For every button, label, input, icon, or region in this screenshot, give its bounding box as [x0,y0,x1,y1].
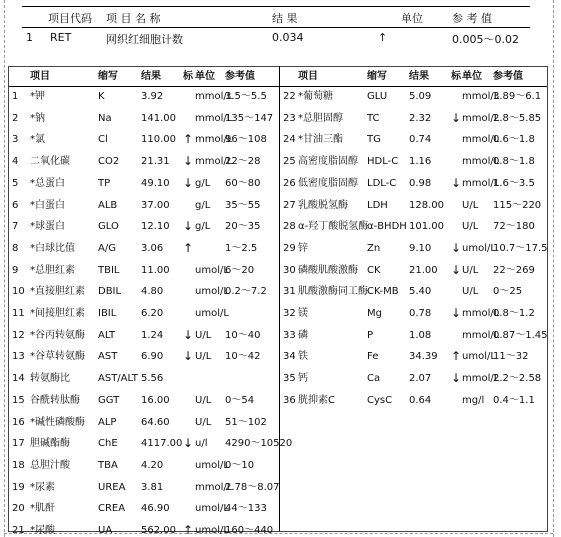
cell-flag: ↓ [183,327,194,342]
cell-result: 6.90 [141,351,164,363]
cell-name: 磷 [298,329,308,341]
cell-flag: ↑ [183,240,194,255]
cell-result: 37.00 [141,199,170,211]
cell-unit: umol/L [195,308,229,319]
cell-unit: U/L [462,221,479,233]
cell-no: 32 [283,308,296,319]
cell-abbr: K [98,91,105,102]
cell-result: 4.20 [141,459,164,471]
top-header-result: 结 果 [272,12,298,25]
right-header-ref: 参考值 [493,71,523,82]
cell-name: 肌酸激酶同工酶 [298,286,368,298]
cell-name: *肌酐 [30,503,55,515]
right-header-result: 结果 [409,71,429,82]
cell-no: 11 [12,308,25,319]
cell-unit: mmol/L [462,156,500,168]
cell-ref: 0～10 [225,459,255,471]
cell-name: 转氨酶比 [30,373,70,385]
cell-result: 3.92 [141,91,164,102]
cell-unit: mmol/L [462,329,500,341]
cell-abbr: AST [98,351,118,363]
right-header-abbr: 缩写 [367,71,387,82]
cell-abbr: ChE [98,438,118,450]
cell-ref: 35～55 [225,199,261,211]
cell-result: 141.00 [141,112,176,124]
cell-ref: 96～108 [225,134,267,146]
cell-no: 21 [12,525,25,536]
cell-flag: ↓ [183,219,194,234]
cell-abbr: ALB [98,199,118,211]
cell-result: 4.80 [141,286,164,298]
cell-ref: 2.8～5.85 [493,112,542,124]
cell-name: *尿素 [30,481,55,493]
left-header-flag: 标 [183,71,193,82]
cell-unit: u/l [195,438,208,450]
cell-name: *氯 [30,134,45,146]
cell-abbr: CREA [98,503,126,515]
cell-result: 0.78 [409,308,432,319]
cell-unit: U/L [462,199,479,211]
cell-result: 12.10 [141,221,170,233]
cell-flag: ↓ [451,262,462,277]
cell-name: 胱抑素C [298,394,335,406]
cell-ref: 6～20 [225,264,255,276]
cell-abbr: ALP [98,416,117,428]
cell-unit: mmol/L [462,112,500,124]
cell-name: 总胆汁酸 [30,459,70,471]
cell-flag: ↑ [451,349,462,364]
cell-unit: umol/L [195,525,229,536]
cell-flag: ↓ [451,240,462,255]
cell-name: *总蛋白 [30,177,65,189]
cell-ref: 0.8～1.2 [493,308,535,319]
cell-flag: ↑ [183,132,194,147]
cell-no: 28 [283,221,296,233]
cell-result: 3.81 [141,481,164,493]
cell-no: 9 [12,264,19,276]
cell-abbr: Zn [367,242,381,254]
cell-unit: mmol/L [195,134,233,146]
cell-abbr: TG [367,134,381,146]
cell-abbr: LDL-C [367,177,397,189]
right-header-unit: 单位 [462,71,482,82]
top-table-rule-mid [22,27,530,28]
cell-ref: 10.7～17.5 [493,242,548,254]
cell-ref: 0～54 [225,394,255,406]
cell-name: 锌 [298,242,308,254]
left-header-ref: 参考值 [225,71,255,82]
cell-result: 128.00 [409,199,444,211]
cell-ref: 0.8～1.8 [493,156,535,168]
cell-no: 26 [283,177,296,189]
cell-no: 8 [12,242,19,254]
cell-abbr: CysC [367,394,393,406]
cell-name: *钠 [30,112,45,124]
cell-abbr: GLU [367,91,388,102]
cell-unit: mmol/L [462,177,500,189]
cell-no: 3 [12,134,19,146]
cell-abbr: TC [367,112,380,124]
cell-no: 23 [283,112,296,124]
cell-abbr: Cl [98,134,108,146]
cell-result: 9.10 [409,242,432,254]
cell-flag: ↓ [451,175,462,190]
cell-abbr: CO2 [98,156,120,168]
cell-name: *直接胆红素 [30,286,85,298]
top-row-ref: 0.005～0.02 [452,33,519,46]
cell-unit: mmol/L [195,112,233,124]
cell-result: 16.00 [141,394,170,406]
cell-no: 18 [12,459,25,471]
cell-result: 34.39 [409,351,438,363]
cell-abbr: DBIL [98,286,122,298]
cell-result: 5.40 [409,286,432,298]
cell-unit: umol/L [195,459,229,471]
cell-ref: 11～32 [493,351,529,363]
cell-unit: umol/L [462,242,496,254]
cell-flag: ↓ [183,175,194,190]
cell-name: 铁 [298,351,308,363]
cell-ref: 1～2.5 [225,242,258,254]
cell-unit: mmol/L [195,91,233,102]
cell-name: *白蛋白 [30,199,65,211]
cell-name: 胆碱酯酶 [30,438,70,450]
cell-abbr: TBA [98,459,118,471]
cell-no: 17 [12,438,25,450]
cell-result: 1.08 [409,329,432,341]
cell-abbr: CK-MB [367,286,399,298]
cell-abbr: Fe [367,351,379,363]
cell-flag: ↓ [183,154,194,169]
cell-no: 7 [12,221,19,233]
cell-result: 4117.00 [141,438,183,450]
cell-no: 22 [283,91,296,102]
cell-no: 16 [12,416,25,428]
cell-name: 谷酰转肽酶 [30,394,80,406]
cell-abbr: IBIL [98,308,117,319]
cell-unit: mmol/L [462,134,500,146]
cell-name: *葡萄糖 [298,91,333,102]
top-row-result: 0.034 [272,31,304,44]
cell-name: *白球比值 [30,242,75,254]
cell-name: 二氧化碳 [30,156,70,168]
top-header-unit: 单位 [401,12,423,25]
cell-flag: ↓ [183,436,194,451]
cell-no: 5 [12,177,19,189]
cell-abbr: UA [98,525,113,536]
cell-no: 10 [12,286,25,298]
top-row-code: RET [50,31,72,44]
cell-abbr: HDL-C [367,156,399,168]
cell-name: 高密度脂固醇 [298,156,358,168]
cell-name: *甘油三酯 [298,134,343,146]
cell-no: 33 [283,329,296,341]
cell-result: 5.09 [409,91,432,102]
cell-ref: 2.78～8.07 [225,481,280,493]
cell-no: 1 [12,91,19,102]
cell-no: 30 [283,264,296,276]
cell-result: 11.00 [141,264,170,276]
cell-result: 21.31 [141,156,170,168]
cell-no: 13 [12,351,25,363]
cell-result: 49.10 [141,177,170,189]
cell-flag: ↓ [183,349,194,364]
cell-result: 5.56 [141,373,164,385]
cell-abbr: Ca [367,373,381,385]
cell-name: *谷丙转氨酶 [30,329,85,341]
cell-unit: mmol/L [462,91,500,102]
top-row-flag: ↑ [378,31,388,44]
cell-no: 31 [283,286,296,298]
cell-unit: mmol/L [462,308,500,319]
right-header-flag: 标 [451,71,461,82]
left-header-item: 项目 [30,71,50,82]
cell-unit: mg/l [462,394,485,406]
cell-no: 29 [283,242,296,254]
cell-name: 镁 [298,308,308,319]
cell-no: 36 [283,394,296,406]
cell-name: 磷酸肌酸激酶 [298,264,358,276]
cell-unit: U/L [462,264,479,276]
cell-no: 4 [12,156,19,168]
cell-name: 低密度脂固醇 [298,177,358,189]
cell-name: *谷草转氨酶 [30,351,85,363]
cell-abbr: Mg [367,308,382,319]
cell-unit: g/L [195,177,211,189]
cell-abbr: GLO [98,221,119,233]
cell-abbr: UREA [98,481,126,493]
cell-no: 27 [283,199,296,211]
cell-abbr: Na [98,112,112,124]
cell-ref: 60～80 [225,177,261,189]
cell-abbr: A/G [98,242,116,254]
cell-abbr: GGT [98,394,120,406]
cell-result: 0.64 [409,394,432,406]
top-row-no: 1 [26,31,33,44]
top-header-code: 项目代码 [48,12,92,25]
cell-flag: ↓ [451,306,462,320]
cell-no: 19 [12,481,25,493]
cell-result: 1.24 [141,329,164,341]
cell-name: *总胆固醇 [298,112,343,124]
cell-no: 25 [283,156,296,168]
cell-abbr: TBIL [98,264,120,276]
bottom-dashed-border [4,533,553,534]
left-header-abbr: 缩写 [98,71,118,82]
cell-result: 64.60 [141,416,170,428]
cell-ref: 44～133 [225,503,267,515]
left-header-unit: 单位 [195,71,215,82]
cell-unit: mmol/L [462,373,500,385]
cell-result: 2.07 [409,373,432,385]
cell-unit: U/L [195,416,212,428]
cell-flag: ↓ [451,110,462,125]
cell-unit: U/L [195,329,212,341]
cell-unit: mmol/L [195,156,233,168]
cell-flag: ↓ [451,371,462,386]
cell-ref: 51～102 [225,416,267,428]
cell-ref: 22～269 [493,264,535,276]
cell-result: 2.32 [409,112,432,124]
cell-name: *尿酸 [30,525,55,536]
cell-flag: ↑ [183,523,194,537]
cell-result: 0.98 [409,177,432,189]
cell-ref: 72～180 [493,221,535,233]
cell-abbr: P [367,329,374,341]
cell-result: 101.00 [409,221,444,233]
cell-result: 6.20 [141,308,164,319]
cell-unit: umol/L [195,503,229,515]
cell-ref: 20～35 [225,221,261,233]
cell-unit: g/L [195,199,211,211]
cell-no: 12 [12,329,25,341]
left-header-result: 结果 [141,71,161,82]
cell-abbr: α-BHDH [367,221,407,233]
cell-result: 110.00 [141,134,176,146]
cell-ref: 135～147 [225,112,274,124]
cell-name: 乳酸脱氢酶 [298,199,348,211]
cell-ref: 2.2～2.58 [493,373,542,385]
cell-name: α-羟丁酸脱氢酶 [298,221,369,233]
cell-unit: g/L [195,221,211,233]
cell-ref: 0.2～7.2 [225,286,267,298]
cell-ref: 115～220 [493,199,542,211]
cell-abbr: ALT [98,329,116,341]
cell-result: 1.16 [409,156,432,168]
cell-abbr: LDH [367,199,388,211]
cell-name: *钾 [30,91,45,102]
main-table-header-rule [9,86,547,87]
cell-abbr: TP [98,177,111,189]
cell-no: 14 [12,373,25,385]
cell-abbr: AST/ALT [98,373,138,385]
cell-ref: 0.6～1.8 [493,134,535,146]
cell-result: 21.00 [409,264,438,276]
right-header-item: 项目 [298,71,318,82]
right-dashed-border [553,0,554,537]
top-header-ref: 参 考 值 [452,12,492,25]
cell-no: 20 [12,503,25,515]
cell-unit: umol/L [195,286,229,298]
top-table-rule-top [22,6,530,7]
cell-unit: U/L [195,351,212,363]
cell-name: *总胆红素 [30,264,75,276]
cell-ref: 0.87～1.45 [493,329,548,341]
cell-result: 0.74 [409,134,432,146]
cell-no: 2 [12,112,19,124]
cell-unit: U/L [462,286,479,298]
cell-ref: 3.5～5.5 [225,91,267,102]
cell-name: *碱性磷酸酶 [30,416,85,428]
cell-no: 35 [283,373,296,385]
cell-ref: 4290～10520 [225,438,293,450]
cell-name: 钙 [298,373,308,385]
cell-result: 3.06 [141,242,164,254]
cell-name: *间接胆红素 [30,308,85,319]
cell-ref: 0～25 [493,286,523,298]
cell-abbr: CK [367,264,381,276]
main-table-center-divider [279,66,280,531]
cell-no: 15 [12,394,25,406]
cell-ref: 160～440 [225,525,274,536]
cell-name: *球蛋白 [30,221,65,233]
cell-no: 24 [283,134,296,146]
cell-no: 6 [12,199,19,211]
cell-result: 46.90 [141,503,170,515]
cell-unit: mmol/L [195,481,233,493]
cell-unit: umol/L [462,351,496,363]
cell-ref: 3.89～6.1 [493,91,542,102]
cell-ref: 1.6～3.5 [493,177,535,189]
cell-unit: umol/L [195,264,229,276]
top-row-name: 网织红细胞计数 [106,33,183,46]
cell-ref: 22～28 [225,156,261,168]
cell-no: 34 [283,351,296,363]
cell-ref: 10～42 [225,351,261,363]
cell-result: 562.00 [141,525,176,536]
left-dashed-border [4,0,5,537]
cell-ref: 10～40 [225,329,261,341]
cell-ref: 0.4～1.1 [493,394,535,406]
cell-unit: U/L [195,394,212,406]
top-header-name: 项 目 名 称 [106,12,161,25]
